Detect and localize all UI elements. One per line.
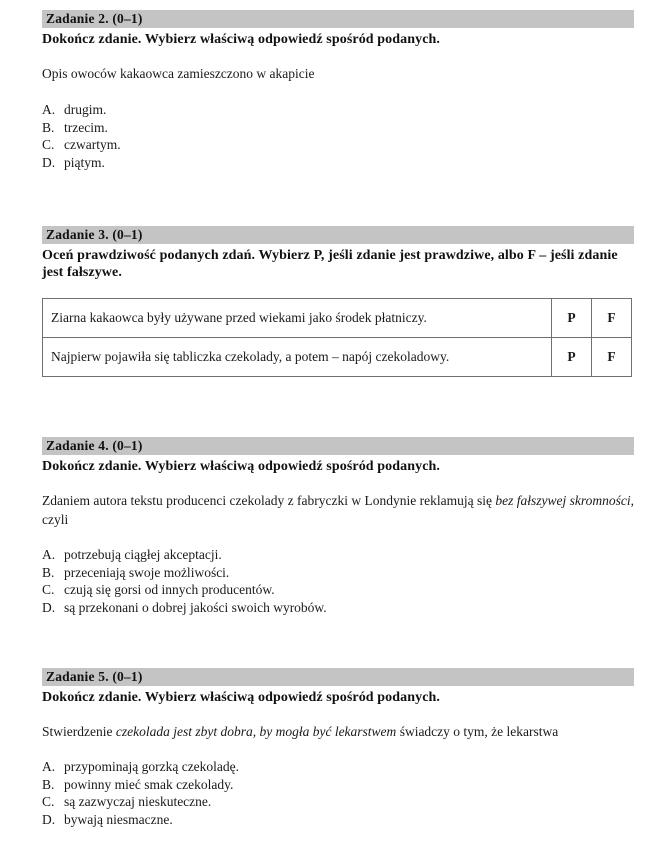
option-text: powinny mieć smak czekolady. bbox=[64, 776, 234, 792]
option-text: potrzebują ciągłej akceptacji. bbox=[64, 547, 222, 562]
task-stem-zadanie-2: Opis owoców kakaowca zamieszczono w akapicie bbox=[42, 66, 315, 81]
task-instruction-zadanie-4: Dokończ zdanie. Wybierz właściwą odpowiedź spośród podanych. bbox=[42, 459, 441, 474]
option-b[interactable] bbox=[42, 119, 634, 137]
option-letter: C. bbox=[42, 137, 55, 153]
stem-part-normal: Stwierdzenie bbox=[42, 724, 116, 739]
option-c[interactable] bbox=[42, 136, 634, 154]
stem-part-normal-tail: świadczy o tym, że lekarstwa bbox=[396, 724, 559, 739]
options-list-zadanie-5 bbox=[42, 758, 634, 828]
option-letter: C. bbox=[42, 582, 55, 598]
stem-part-italic: czekolada jest zbyt dobra, by mogła być lekarstwem bbox=[115, 724, 397, 739]
option-b[interactable] bbox=[42, 564, 634, 582]
task-zadanie-3 bbox=[42, 226, 634, 377]
option-text: trzecim. bbox=[64, 119, 108, 135]
option-text: są przekonani o dobrej jakości swoich wyrobów. bbox=[64, 599, 327, 615]
option-text: są zazwyczaj nieskuteczne. bbox=[64, 794, 212, 810]
task-instruction-zadanie-5: Dokończ zdanie. Wybierz właściwą odpowiedź spośród podanych. bbox=[42, 690, 441, 705]
option-a[interactable] bbox=[42, 758, 634, 776]
task-header-zadanie-5: Zadanie 5. (0–1) bbox=[42, 668, 634, 686]
task-zadanie-4 bbox=[42, 437, 634, 616]
option-letter: A. bbox=[42, 547, 56, 562]
option-text: czują się gorsi od innych producentów. bbox=[64, 582, 275, 598]
option-d[interactable] bbox=[42, 154, 634, 172]
option-d[interactable] bbox=[42, 811, 634, 829]
task-header-zadanie-4: Zadanie 4. (0–1) bbox=[42, 437, 634, 455]
option-letter: A. bbox=[42, 102, 56, 117]
statement-cell: Ziarna kakaowca były używane przed wiekami jako środek płatniczy. bbox=[43, 299, 552, 338]
option-letter: D. bbox=[42, 811, 56, 827]
task-header-zadanie-3: Zadanie 3. (0–1) bbox=[42, 226, 634, 244]
task-zadanie-2 bbox=[42, 10, 634, 171]
choice-false-cell[interactable]: F bbox=[592, 338, 632, 377]
option-d[interactable] bbox=[42, 599, 634, 617]
option-c[interactable] bbox=[42, 581, 634, 599]
choice-true-cell[interactable]: P bbox=[552, 338, 592, 377]
option-text: czwartym. bbox=[64, 137, 121, 153]
statement-cell: Najpierw pojawiła się tabliczka czekolady, a potem – napój czekoladowy. bbox=[43, 338, 552, 377]
true-false-table bbox=[42, 298, 632, 377]
option-text: drugim. bbox=[64, 102, 107, 117]
option-letter: B. bbox=[42, 776, 55, 792]
option-b[interactable] bbox=[42, 776, 634, 794]
choice-false-cell[interactable]: F bbox=[592, 299, 632, 338]
stem-part-normal-tail: , czyli bbox=[42, 493, 634, 527]
option-a[interactable] bbox=[42, 101, 634, 119]
option-a[interactable] bbox=[42, 546, 634, 564]
option-letter: D. bbox=[42, 154, 56, 170]
option-letter: B. bbox=[42, 119, 55, 135]
choice-true-cell[interactable]: P bbox=[552, 299, 592, 338]
option-letter: A. bbox=[42, 759, 56, 774]
option-text: przeceniają swoje możliwości. bbox=[64, 564, 230, 580]
task-header-zadanie-2: Zadanie 2. (0–1) bbox=[42, 10, 634, 28]
option-letter: D. bbox=[42, 599, 56, 615]
table-row bbox=[43, 338, 632, 377]
task-stem-zadanie-5 bbox=[42, 722, 634, 741]
task-zadanie-5 bbox=[42, 668, 634, 828]
options-list-zadanie-4 bbox=[42, 546, 634, 616]
option-text: przypominają gorzką czekoladę. bbox=[64, 759, 240, 774]
option-letter: C. bbox=[42, 794, 55, 810]
table-row bbox=[43, 299, 632, 338]
options-list-zadanie-2 bbox=[42, 101, 634, 171]
stem-part-italic: bez fałszywej skromności bbox=[495, 493, 631, 508]
stem-part-normal: Zdaniem autora tekstu producenci czekolady z fabryczki w Londynie reklamują się bbox=[42, 493, 496, 508]
option-text: piątym. bbox=[64, 154, 105, 170]
option-c[interactable] bbox=[42, 793, 634, 811]
task-instruction-zadanie-2: Dokończ zdanie. Wybierz właściwą odpowiedź spośród podanych. bbox=[42, 32, 441, 47]
option-letter: B. bbox=[42, 564, 55, 580]
option-text: bywają niesmaczne. bbox=[64, 811, 173, 827]
task-stem-zadanie-4 bbox=[42, 491, 634, 529]
task-instruction-zadanie-3: Oceń prawdziwość podanych zdań. Wybierz P, jeśli zdanie jest prawdziwe, albo F – jeśli zdanie jest fałszywe. bbox=[42, 248, 618, 280]
